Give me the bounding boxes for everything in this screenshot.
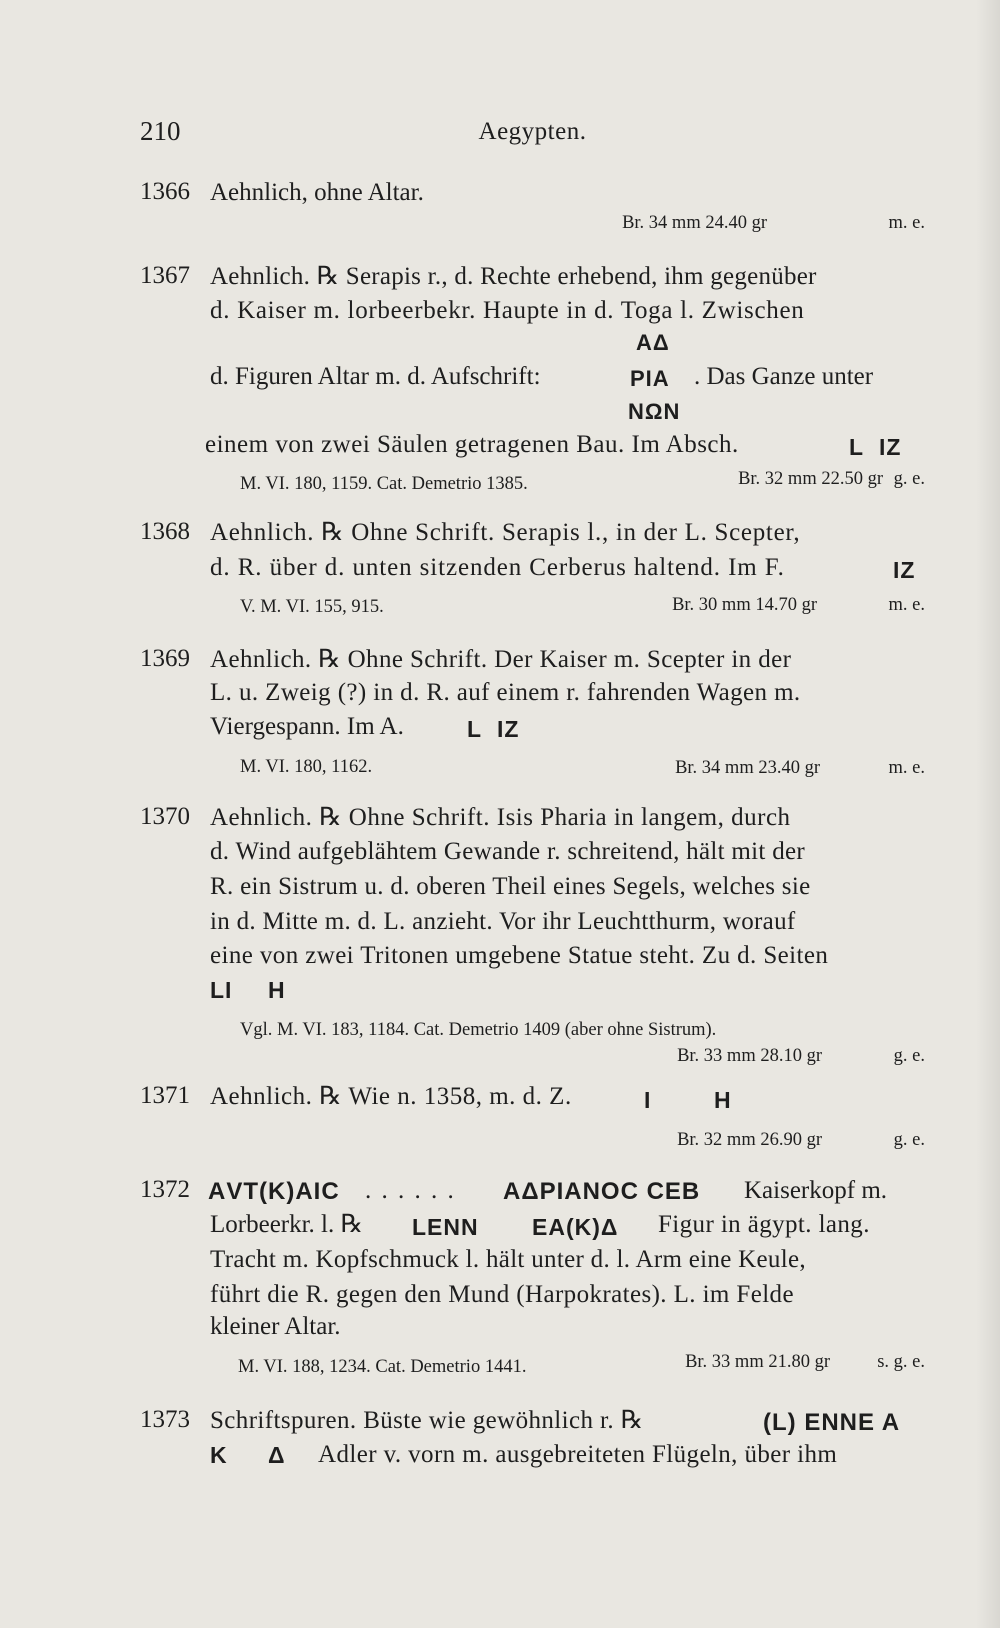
entry-grade: g. e.	[893, 1130, 925, 1150]
reverse-legend-left: LΕΝΝ	[412, 1214, 479, 1240]
entry-text-line: . Das Ganze unter	[694, 363, 874, 390]
field-mark: L IZ	[467, 716, 520, 742]
entry-measure: Br. 30 mm 14.70 gr	[672, 595, 817, 615]
inscription-line: ΑΔ	[636, 330, 670, 355]
entry-text-line: führt die R. gegen den Mund (Harpokrates). L. im Felde	[210, 1281, 794, 1308]
field-mark-right: H	[714, 1087, 732, 1113]
entry-text-line: Aehnlich. ℞ Ohne Schrift. Serapis l., in der L. Scepter,	[210, 519, 801, 546]
entry-number: 1372	[140, 1176, 190, 1203]
entry-text-line: in d. Mitte m. d. L. anzieht. Vor ihr Leuchtthurm, worauf	[210, 908, 796, 935]
entry-number: 1366	[140, 178, 190, 205]
entry-text-line: d. R. über d. unten sitzenden Cerberus haltend. Im F.	[210, 554, 785, 581]
entry-text-line: R. ein Sistrum u. d. oberen Theil eines Segels, welches sie	[210, 873, 811, 900]
entry-text-line: Schriftspuren. Büste wie gewöhnlich r. ℞	[210, 1407, 644, 1434]
entry-text-line: d. Wind aufgeblähtem Gewande r. schreitend, hält mit der	[210, 838, 806, 865]
obverse-legend-left: ΑVΤ(Κ)ΑΙC	[208, 1178, 340, 1205]
exergue-mark: L IZ	[849, 434, 902, 460]
field-mark-left: I	[644, 1087, 652, 1113]
field-mark-left: LI	[210, 977, 233, 1003]
entry-reference: M. VI. 180, 1159. Cat. Demetrio 1385.	[240, 474, 528, 494]
field-mark-left: Κ	[210, 1442, 228, 1468]
entry-text-line: Aehnlich. ℞ Serapis r., d. Rechte erhebend, ihm gegenüber	[210, 263, 817, 290]
inscription-line: ΡΙΑ	[630, 366, 670, 391]
entry-reference: M. VI. 180, 1162.	[240, 757, 373, 777]
reverse-legend-right: ΕΑ(Κ)Δ	[532, 1214, 619, 1240]
entry-grade: m. e.	[888, 213, 925, 233]
entry-text-line: Adler v. vorn m. ausgebreiteten Flügeln, über ihm	[318, 1441, 838, 1468]
entry-measure: Br. 32 mm 22.50 gr	[738, 469, 883, 489]
entry-text-line: Kaiserkopf m.	[744, 1177, 888, 1204]
entry-text-line: Aehnlich. ℞ Wie n. 1358, m. d. Z.	[210, 1083, 572, 1110]
entry-grade: m. e.	[888, 758, 925, 778]
entry-grade: s. g. e.	[877, 1352, 925, 1372]
entry-reference: V. M. VI. 155, 915.	[240, 597, 384, 617]
inscription-line: ΝΩΝ	[628, 399, 681, 424]
entry-number: 1370	[140, 803, 190, 830]
reverse-legend: (L) ΕΝΝΕ Α	[763, 1409, 901, 1436]
page-edge-shadow	[976, 0, 1000, 1628]
entry-text-line: Viergespann. Im A.	[210, 713, 404, 740]
page-number: 210	[140, 116, 181, 146]
entry-measure: Br. 34 mm 24.40 gr	[622, 213, 767, 233]
entry-number: 1369	[140, 645, 190, 672]
entry-number: 1367	[140, 262, 190, 289]
entry-reference: Vgl. M. VI. 183, 1184. Cat. Demetrio 1409 (aber ohne Sistrum).	[240, 1020, 717, 1040]
entry-text-line: einem von zwei Säulen getragenen Bau. Im Absch.	[205, 431, 739, 458]
obverse-legend-right: ΑΔΡΙΑΝΟC CΕΒ	[503, 1178, 701, 1205]
entry-measure: Br. 33 mm 28.10 gr	[677, 1046, 822, 1066]
entry-text-line: kleiner Altar.	[210, 1313, 341, 1340]
entry-measure: Br. 33 mm 21.80 gr	[685, 1352, 830, 1372]
entry-text-line: Aehnlich, ohne Altar.	[210, 179, 424, 206]
entry-grade: m. e.	[888, 595, 925, 615]
entry-text-line: Lorbeerkr. l. ℞	[210, 1211, 363, 1238]
entry-number: 1371	[140, 1082, 190, 1109]
entry-measure: Br. 32 mm 26.90 gr	[677, 1130, 822, 1150]
entry-text-line: Figur in ägypt. lang.	[658, 1211, 870, 1238]
entry-text-line: d. Figuren Altar m. d. Aufschrift:	[210, 363, 541, 390]
entry-grade: g. e.	[893, 1046, 925, 1066]
entry-measure: Br. 34 mm 23.40 gr	[675, 758, 820, 778]
entry-text-line: eine von zwei Tritonen umgebene Statue steht. Zu d. Seiten	[210, 942, 829, 969]
page-title: Aegypten.	[478, 118, 587, 145]
field-mark-right: H	[268, 977, 286, 1003]
entry-text-line: Aehnlich. ℞ Ohne Schrift. Der Kaiser m. Scepter in der	[210, 646, 792, 673]
entry-text-line: Tracht m. Kopfschmuck l. hält unter d. l. Arm eine Keule,	[210, 1246, 806, 1273]
field-mark-right: Δ	[268, 1442, 286, 1468]
entry-reference: M. VI. 188, 1234. Cat. Demetrio 1441.	[238, 1357, 527, 1377]
legend-dots: . . . . . .	[365, 1177, 456, 1204]
entry-text-line: Aehnlich. ℞ Ohne Schrift. Isis Pharia in langem, durch	[210, 804, 791, 831]
entry-text-line: d. Kaiser m. lorbeerbekr. Haupte in d. Toga l. Zwischen	[210, 297, 805, 324]
entry-number: 1373	[140, 1406, 190, 1433]
entry-text-line: L. u. Zweig (?) in d. R. auf einem r. fahrenden Wagen m.	[210, 679, 801, 706]
page-header	[140, 116, 925, 156]
entry-number: 1368	[140, 518, 190, 545]
field-mark: IZ	[893, 557, 916, 583]
entry-grade: g. e.	[893, 469, 925, 489]
